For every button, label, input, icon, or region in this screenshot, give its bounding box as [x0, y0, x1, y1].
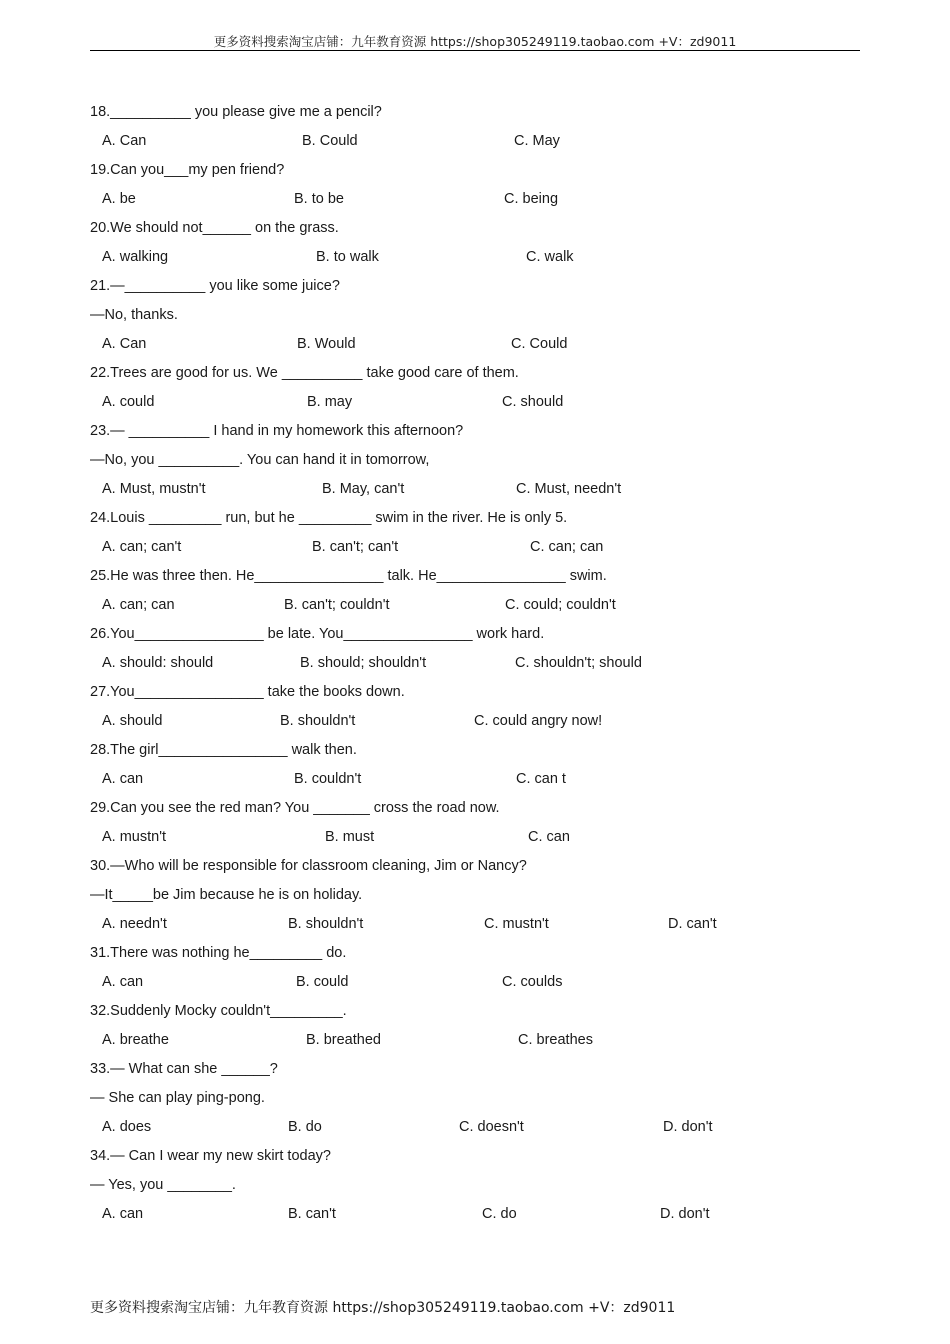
answer-option: C. walk: [526, 249, 574, 265]
answer-options: [90, 913, 860, 942]
answer-option: A. can: [102, 1206, 144, 1222]
answer-option: A. can; can: [102, 597, 175, 613]
answer-option: C. can: [528, 829, 570, 845]
answer-option: B. shouldn't: [280, 713, 356, 729]
answer-option: B. May, can't: [322, 481, 405, 497]
page-footer: 更多资料搜索淘宝店铺：九年教育资源 https://shop305249119.taobao.com +V：zd9011: [90, 1300, 676, 1316]
answer-option: A. Can: [102, 133, 147, 149]
answer-options: [90, 333, 860, 362]
question-19: [90, 159, 860, 217]
answer-option: B. Would: [297, 336, 356, 352]
question-text: 25.He was three then. He________________ talk. He________________ swim.: [90, 568, 607, 584]
question-text: —It_____be Jim because he is on holiday.: [90, 887, 363, 903]
answer-option: A. can: [102, 771, 144, 787]
question-text: 21.—__________ you like some juice?: [90, 278, 340, 294]
question-34: [90, 1145, 860, 1232]
answer-option: B. do: [288, 1119, 322, 1135]
answer-option: A. could: [102, 394, 155, 410]
answer-option: B. breathed: [306, 1032, 381, 1048]
answer-option: B. to be: [294, 191, 344, 207]
answer-options: [90, 536, 860, 565]
answer-option: C. doesn't: [459, 1119, 524, 1135]
question-20: [90, 217, 860, 275]
question-31: [90, 942, 860, 1000]
question-24: [90, 507, 860, 565]
answer-option: B. couldn't: [294, 771, 362, 787]
answer-option: B. can't; can't: [312, 539, 399, 555]
answer-option: A. needn't: [102, 916, 167, 932]
answer-option: C. Must, needn't: [516, 481, 622, 497]
question-text: 28.The girl________________ walk then.: [90, 742, 357, 758]
answer-option: B. shouldn't: [288, 916, 364, 932]
answer-option: C. being: [504, 191, 559, 207]
header-divider: [90, 50, 860, 51]
answer-options: [90, 1029, 860, 1058]
answer-option: C. Could: [511, 336, 568, 352]
answer-options: [90, 826, 860, 855]
answer-option: C. coulds: [502, 974, 563, 990]
answer-option: B. may: [307, 394, 353, 410]
answer-options: [90, 710, 860, 739]
answer-option: A. breathe: [102, 1032, 169, 1048]
answer-option: C. do: [482, 1206, 517, 1222]
answer-option: C. can t: [516, 771, 566, 787]
answer-option: D. can't: [668, 916, 717, 932]
question-30: [90, 855, 860, 942]
answer-option: C. could; couldn't: [505, 597, 616, 613]
answer-option: C. breathes: [518, 1032, 593, 1048]
answer-options: [90, 768, 860, 797]
question-list: [90, 101, 860, 1232]
question-text: 32.Suddenly Mocky couldn't_________.: [90, 1003, 347, 1019]
answer-option: B. could: [296, 974, 349, 990]
question-text: 31.There was nothing he_________ do.: [90, 945, 347, 961]
question-23: [90, 420, 860, 507]
question-text: 23.— __________ I hand in my homework this afternoon?: [90, 423, 464, 439]
question-text: 22.Trees are good for us. We __________ take good care of them.: [90, 365, 519, 381]
answer-options: [90, 246, 860, 275]
answer-option: D. don't: [660, 1206, 710, 1222]
answer-options: [90, 1203, 860, 1232]
question-text: — Yes, you ________.: [90, 1177, 236, 1193]
question-22: [90, 362, 860, 420]
answer-options: [90, 130, 860, 159]
question-25: [90, 565, 860, 623]
answer-option: A. walking: [102, 249, 169, 265]
answer-options: [90, 594, 860, 623]
answer-option: B. can't: [288, 1206, 336, 1222]
question-text: 20.We should not______ on the grass.: [90, 220, 339, 236]
question-18: [90, 101, 860, 159]
question-text: 19.Can you___my pen friend?: [90, 162, 285, 178]
question-text: 34.— Can I wear my new skirt today?: [90, 1148, 331, 1164]
answer-options: [90, 478, 860, 507]
answer-option: A. should: should: [102, 655, 214, 671]
answer-option: C. mustn't: [484, 916, 549, 932]
question-text: 18.__________ you please give me a pencil?: [90, 104, 382, 120]
answer-option: C. could angry now!: [474, 713, 603, 729]
question-21: [90, 275, 860, 362]
answer-option: C. can; can: [530, 539, 604, 555]
question-28: [90, 739, 860, 797]
answer-option: A. does: [102, 1119, 152, 1135]
answer-option: C. May: [514, 133, 560, 149]
question-text: 27.You________________ take the books down.: [90, 684, 405, 700]
answer-option: B. should; shouldn't: [300, 655, 427, 671]
page-header: 更多资料搜索淘宝店铺：九年教育资源 https://shop305249119.taobao.com +V：zd9011: [213, 34, 737, 49]
answer-option: B. to walk: [316, 249, 379, 265]
answer-option: A. Must, mustn't: [102, 481, 206, 497]
question-text: —No, you __________. You can hand it in tomorrow,: [90, 452, 430, 468]
question-text: —No, thanks.: [90, 307, 178, 323]
answer-options: [90, 971, 860, 1000]
question-text: 33.— What can she ______?: [90, 1061, 278, 1077]
answer-option: B. can't; couldn't: [284, 597, 390, 613]
question-text: — She can play ping-pong.: [90, 1090, 265, 1106]
answer-option: A. mustn't: [102, 829, 167, 845]
answer-options: [90, 1116, 860, 1145]
question-27: [90, 681, 860, 739]
answer-options: [90, 391, 860, 420]
question-text: 30.—Who will be responsible for classroom cleaning, Jim or Nancy?: [90, 858, 527, 874]
answer-option: B. Could: [302, 133, 358, 149]
question-29: [90, 797, 860, 855]
question-text: 26.You________________ be late. You________________ work hard.: [90, 626, 545, 642]
answer-option: C. should: [502, 394, 564, 410]
question-26: [90, 623, 860, 681]
question-33: [90, 1058, 860, 1145]
answer-options: [90, 188, 860, 217]
answer-options: [90, 652, 860, 681]
question-text: 24.Louis _________ run, but he _________ swim in the river. He is only 5.: [90, 510, 568, 526]
answer-option: A. can; can't: [102, 539, 182, 555]
answer-option: A. Can: [102, 336, 147, 352]
answer-option: D. don't: [663, 1119, 713, 1135]
answer-option: A. should: [102, 713, 163, 729]
answer-option: B. must: [325, 829, 375, 845]
answer-option: A. be: [102, 191, 136, 207]
answer-option: C. shouldn't; should: [515, 655, 642, 671]
answer-option: A. can: [102, 974, 144, 990]
question-32: [90, 1000, 860, 1058]
question-text: 29.Can you see the red man? You _______ cross the road now.: [90, 800, 500, 816]
